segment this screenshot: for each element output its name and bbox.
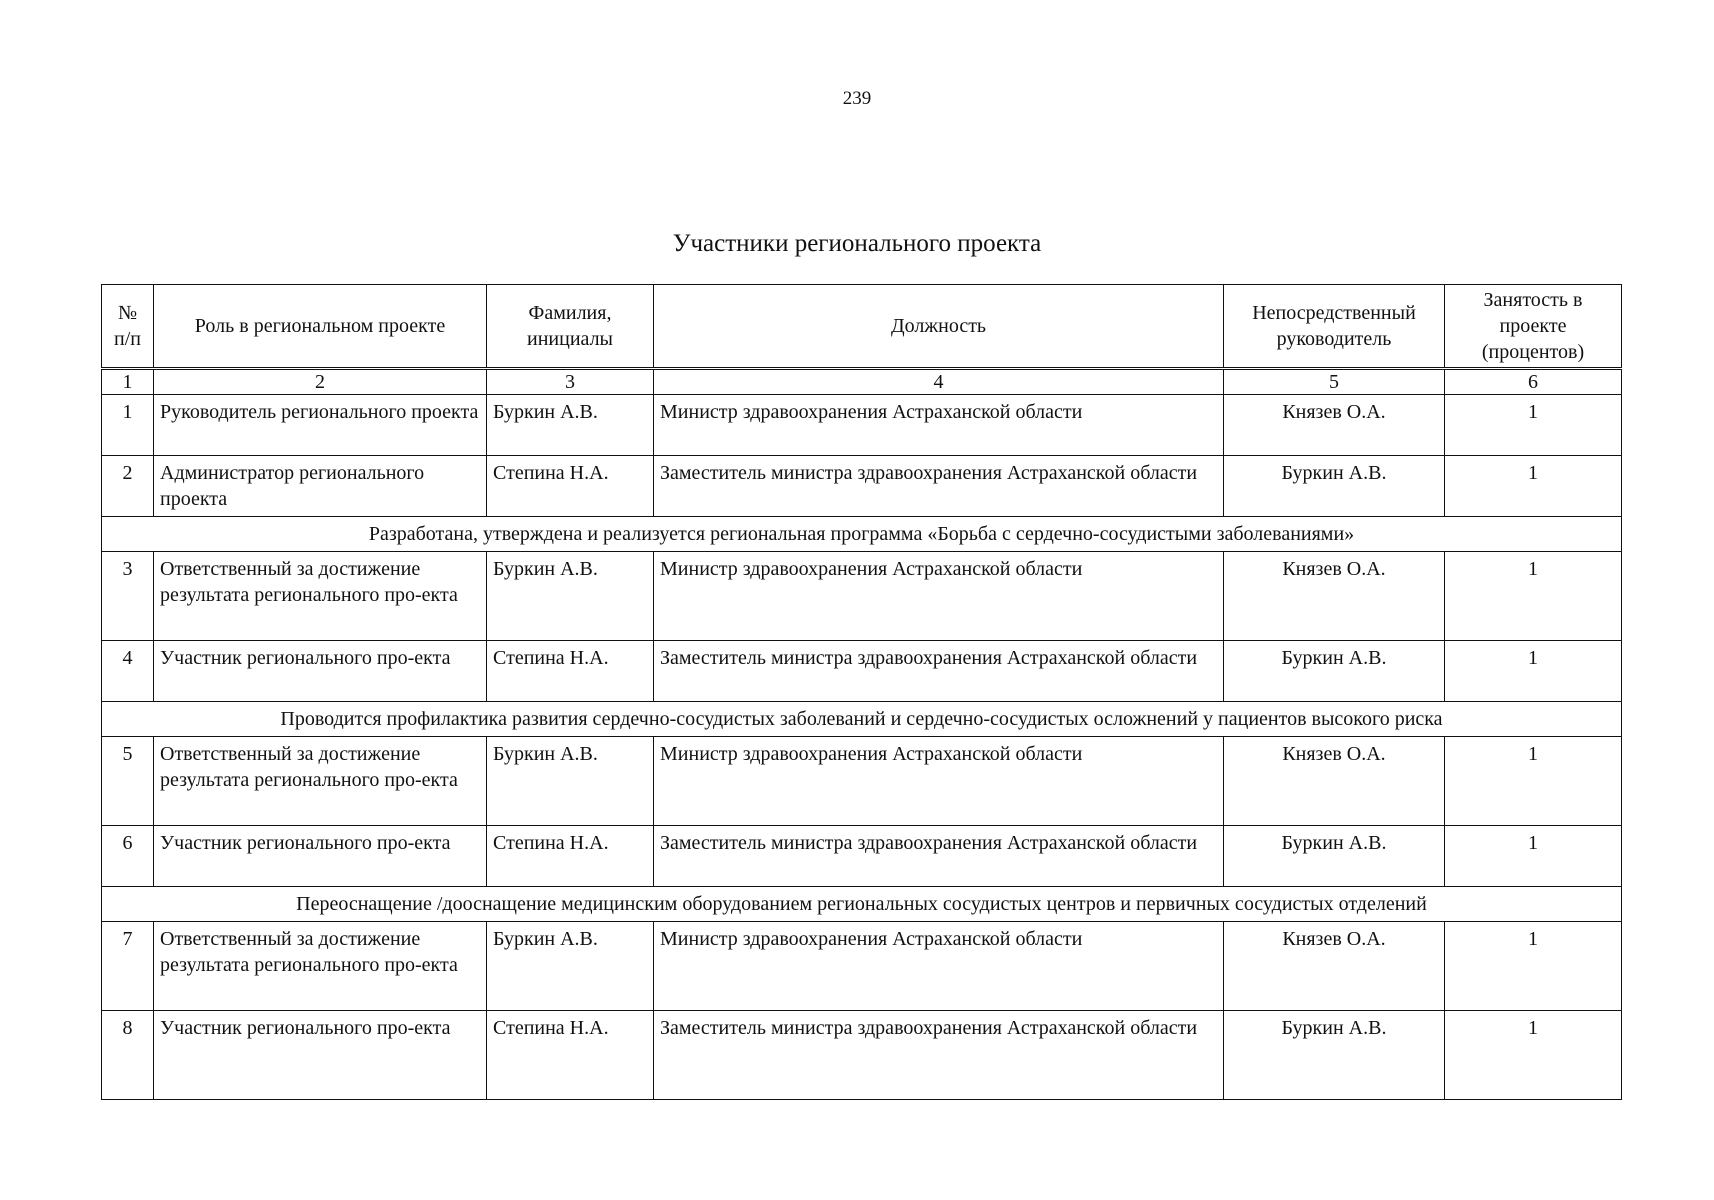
manager-cell: Князев О.А. xyxy=(1224,922,1445,1011)
group-heading-row xyxy=(102,702,1622,737)
position-cell: Министр здравоохранения Астраханской области xyxy=(654,737,1224,826)
group-heading: Разработана, утверждена и реализуется региональная программа «Борьба с сердечно-сосудистыми заболеваниями» xyxy=(102,517,1622,552)
header-row xyxy=(102,285,1622,369)
header-cell-manager: Непосредственный руководитель xyxy=(1224,285,1445,369)
load-cell: 1 xyxy=(1445,737,1622,826)
load-cell: 1 xyxy=(1445,922,1622,1011)
manager-cell: Буркин А.В. xyxy=(1224,1011,1445,1100)
column-number-row xyxy=(102,369,1622,395)
header-cell-role: Роль в региональном проекте xyxy=(154,285,487,369)
group-heading: Проводится профилактика развития сердечно-сосудистых заболеваний и сердечно-сосудистых осложнений у пациентов высокого риска xyxy=(102,702,1622,737)
row-number: 3 xyxy=(102,552,154,641)
table-row xyxy=(102,1011,1622,1100)
header-cell-load: Занятость в проекте (процентов) xyxy=(1445,285,1622,369)
role-cell: Администратор регионального проекта xyxy=(154,456,487,517)
row-number: 4 xyxy=(102,641,154,702)
name-cell: Буркин А.В. xyxy=(487,922,654,1011)
role-cell: Участник регионального про-екта xyxy=(154,641,487,702)
header-cell-num: № п/п xyxy=(102,285,154,369)
row-number: 5 xyxy=(102,737,154,826)
role-cell: Руководитель регионального проекта xyxy=(154,395,487,456)
row-number: 6 xyxy=(102,826,154,887)
position-cell: Заместитель министра здравоохранения Астраханской области xyxy=(654,641,1224,702)
table-row xyxy=(102,922,1622,1011)
column-number-cell: 4 xyxy=(654,369,1224,395)
load-cell: 1 xyxy=(1445,641,1622,702)
load-cell: 1 xyxy=(1445,1011,1622,1100)
table-row xyxy=(102,456,1622,517)
position-cell: Заместитель министра здравоохранения Астраханской области xyxy=(654,1011,1224,1100)
column-number-cell: 2 xyxy=(154,369,487,395)
position-cell: Министр здравоохранения Астраханской области xyxy=(654,395,1224,456)
role-cell: Ответственный за достижение результата регионального про-екта xyxy=(154,552,487,641)
table-row xyxy=(102,641,1622,702)
name-cell: Степина Н.А. xyxy=(487,826,654,887)
role-cell: Ответственный за достижение результата регионального про-екта xyxy=(154,922,487,1011)
row-number: 8 xyxy=(102,1011,154,1100)
role-cell: Участник регионального про-екта xyxy=(154,1011,487,1100)
name-cell: Буркин А.В. xyxy=(487,737,654,826)
manager-cell: Буркин А.В. xyxy=(1224,641,1445,702)
name-cell: Степина Н.А. xyxy=(487,1011,654,1100)
table-row xyxy=(102,826,1622,887)
page-number: 239 xyxy=(842,88,872,109)
position-cell: Министр здравоохранения Астраханской области xyxy=(654,922,1224,1011)
manager-cell: Князев О.А. xyxy=(1224,395,1445,456)
header-cell-position: Должность xyxy=(654,285,1224,369)
name-cell: Буркин А.В. xyxy=(487,552,654,641)
group-heading-row xyxy=(102,887,1622,922)
manager-cell: Князев О.А. xyxy=(1224,737,1445,826)
row-number: 1 xyxy=(102,395,154,456)
role-cell: Ответственный за достижение результата регионального про-екта xyxy=(154,737,487,826)
column-number-cell: 3 xyxy=(487,369,654,395)
group-heading-row xyxy=(102,517,1622,552)
table-row xyxy=(102,737,1622,826)
position-cell: Заместитель министра здравоохранения Астраханской области xyxy=(654,456,1224,517)
manager-cell: Буркин А.В. xyxy=(1224,826,1445,887)
column-number-cell: 5 xyxy=(1224,369,1445,395)
table-row xyxy=(102,395,1622,456)
manager-cell: Князев О.А. xyxy=(1224,552,1445,641)
name-cell: Степина Н.А. xyxy=(487,456,654,517)
name-cell: Буркин А.В. xyxy=(487,395,654,456)
participants-table xyxy=(101,284,1622,1100)
group-heading: Переоснащение /дооснащение медицинским оборудованием региональных сосудистых центров и первичных сосудистых отделений xyxy=(102,887,1622,922)
column-number-cell: 1 xyxy=(102,369,154,395)
load-cell: 1 xyxy=(1445,552,1622,641)
header-cell-name: Фамилия, инициалы xyxy=(487,285,654,369)
name-cell: Степина Н.А. xyxy=(487,641,654,702)
table-row xyxy=(102,552,1622,641)
row-number: 7 xyxy=(102,922,154,1011)
load-cell: 1 xyxy=(1445,456,1622,517)
position-cell: Министр здравоохранения Астраханской области xyxy=(654,552,1224,641)
load-cell: 1 xyxy=(1445,395,1622,456)
row-number: 2 xyxy=(102,456,154,517)
column-number-cell: 6 xyxy=(1445,369,1622,395)
position-cell: Заместитель министра здравоохранения Астраханской области xyxy=(654,826,1224,887)
role-cell: Участник регионального про-екта xyxy=(154,826,487,887)
load-cell: 1 xyxy=(1445,826,1622,887)
document-title: Участники регионального проекта xyxy=(672,230,1042,257)
manager-cell: Буркин А.В. xyxy=(1224,456,1445,517)
